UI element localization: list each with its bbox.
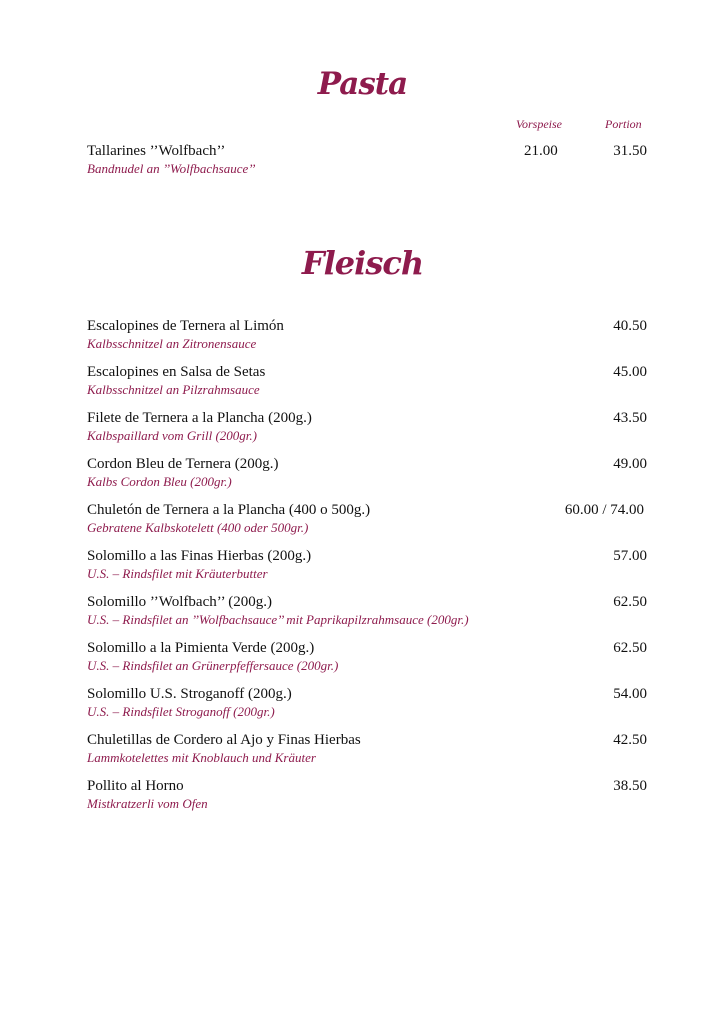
section-title-pasta: Pasta [317,66,408,102]
item-description: U.S. – Rindsfilet mit Kräuterbutter [87,566,268,581]
item-description: U.S. – Rindsfilet an ’’Wolfbachsauce’’ mit Paprikapilzrahmsauce (200gr.) [87,612,469,627]
item-starter-price: 21.00 [524,143,558,159]
item-description: Kalbsschnitzel an Pilzrahmsauce [87,382,260,397]
item-price: 42.50 [613,732,647,748]
menu-item [87,686,647,726]
menu-item [87,502,647,542]
menu-item [87,640,647,680]
menu-item-pasta [87,143,647,183]
item-price: 43.50 [613,410,647,426]
menu-item [87,318,647,358]
item-name: Solomillo ’’Wolfbach’’ (200g.) [87,594,272,610]
item-name: Solomillo a las Finas Hierbas (200g.) [87,548,312,564]
menu-item [87,548,647,588]
item-price: 62.50 [613,594,647,610]
item-price: 49.00 [613,456,647,472]
item-name: Chuletón de Ternera a la Plancha (400 o 500g.) [87,502,371,518]
item-price: 38.50 [613,778,647,794]
item-description: Kalbspaillard vom Grill (200gr.) [87,428,257,443]
item-name: Filete de Ternera a la Plancha (200g.) [87,410,312,426]
menu-item [87,364,647,404]
item-description: Bandnudel an ’’Wolfbachsauce’’ [87,161,256,176]
menu-item [87,594,647,634]
column-header-portion: Portion [605,117,642,131]
item-name: Solomillo a la Pimienta Verde (200g.) [87,640,315,656]
item-name: Solomillo U.S. Stroganoff (200g.) [87,686,292,702]
item-price: 54.00 [613,686,647,702]
item-name: Tallarines ’’Wolfbach’’ [87,143,226,159]
menu-item [87,778,647,818]
item-description: Mistkratzerli vom Ofen [87,796,208,811]
menu-item [87,732,647,772]
item-name: Escalopines de Ternera al Limón [87,318,284,334]
item-name: Chuletillas de Cordero al Ajo y Finas Hierbas [87,732,361,748]
item-price: 31.50 [613,143,647,159]
item-description: Kalbs Cordon Bleu (200gr.) [87,474,232,489]
item-description: Kalbsschnitzel an Zitronensauce [87,336,257,351]
item-name: Cordon Bleu de Ternera (200g.) [87,456,279,472]
menu-item [87,410,647,450]
column-header-starter: Vorspeise [516,117,562,131]
menu-item [87,456,647,496]
item-price: 62.50 [613,640,647,656]
item-description: U.S. – Rindsfilet an Grünerpfeffersauce (200gr.) [87,658,339,673]
item-name: Escalopines en Salsa de Setas [87,364,266,380]
item-name: Pollito al Horno [87,778,184,794]
item-price: 45.00 [613,364,647,380]
item-price: 57.00 [613,548,647,564]
item-description: Gebratene Kalbskotelett (400 oder 500gr.) [87,520,309,535]
section-title-fleisch: Fleisch [301,244,424,282]
item-description: U.S. – Rindsfilet Stroganoff (200gr.) [87,704,275,719]
item-price: 60.00 / 74.00 [564,502,644,518]
item-description: Lammkotelettes mit Knoblauch und Kräuter [87,750,316,765]
item-price: 40.50 [613,318,647,334]
